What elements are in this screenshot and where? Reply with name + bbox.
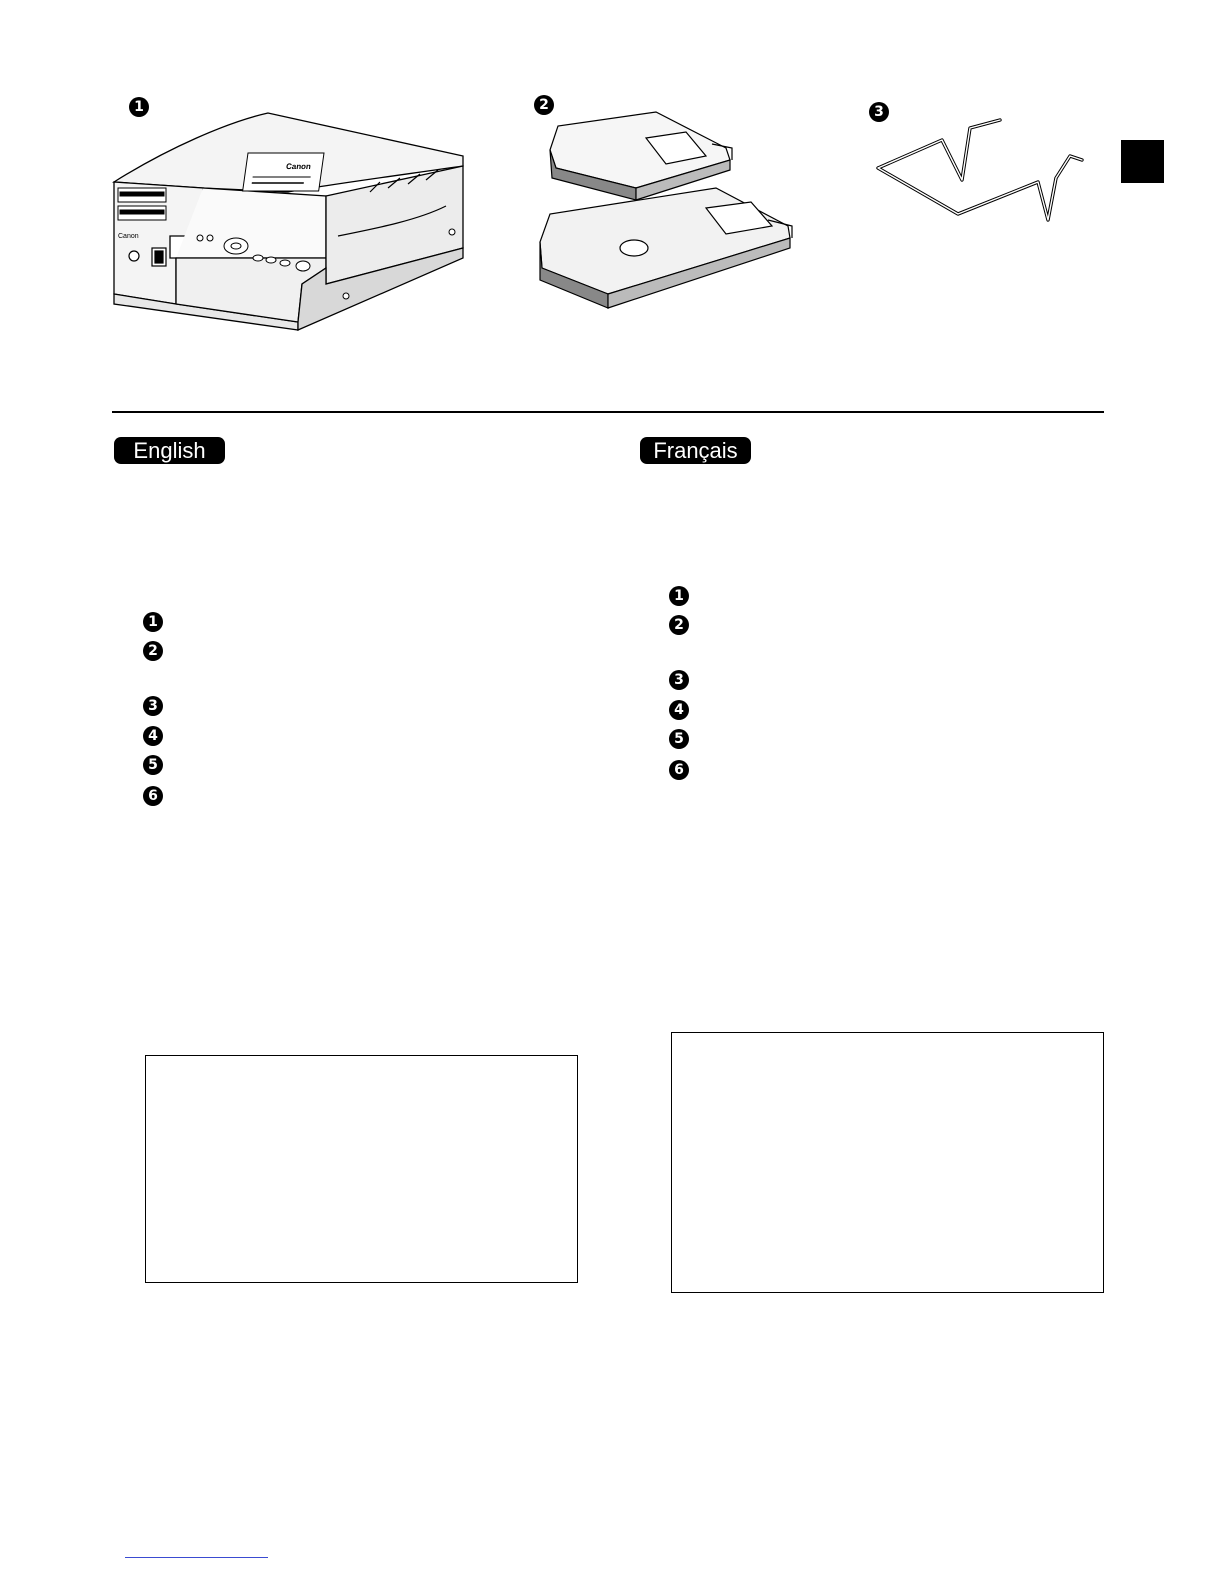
footer-link-underline[interactable] [125,1557,268,1558]
printer-logo: Canon [285,162,312,171]
section-divider [112,411,1104,413]
english-list-marker-1: 1 [143,612,163,632]
figure-marker-3: 3 [869,102,889,122]
french-note-box [671,1032,1104,1293]
french-heading: Français [640,437,751,464]
wire-holder-illustration [870,116,1092,226]
english-heading: English [114,437,225,464]
svg-text:Canon: Canon [118,233,139,240]
figure-marker-2: 2 [534,95,554,115]
french-list-marker-6: 6 [669,760,689,780]
french-list-marker-2: 2 [669,615,689,635]
english-list-marker-4: 4 [143,726,163,746]
french-list-marker-4: 4 [669,700,689,720]
french-list-marker-5: 5 [669,729,689,749]
figure-marker-1: 1 [129,97,149,117]
english-list-marker-2: 2 [143,641,163,661]
printer-illustration [108,108,470,336]
french-list-marker-3: 3 [669,670,689,690]
paper-cassettes-illustration [536,108,796,314]
english-list-marker-3: 3 [143,696,163,716]
french-list-marker-1: 1 [669,586,689,606]
section-tab-marker [1121,140,1164,183]
english-note-box [145,1055,578,1283]
english-list-marker-5: 5 [143,755,163,775]
english-list-marker-6: 6 [143,786,163,806]
